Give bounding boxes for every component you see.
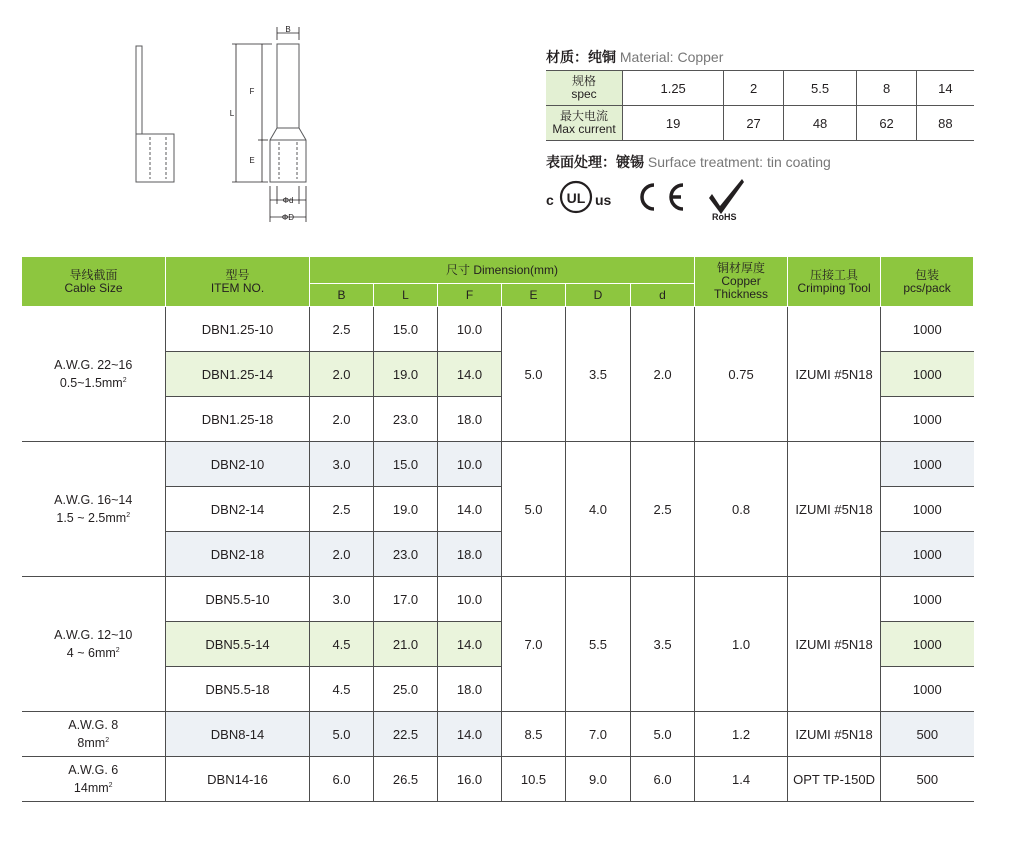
b-cell: 2.5	[310, 487, 374, 532]
tool-cell: IZUMI #5N18	[788, 712, 881, 757]
f-cell: 18.0	[438, 397, 502, 442]
d-small-cell: 6.0	[631, 757, 695, 802]
dim-label-e: E	[249, 156, 255, 165]
spec-value: 2	[724, 71, 784, 106]
f-cell: 14.0	[438, 622, 502, 667]
pack-cell: 1000	[881, 532, 974, 577]
table-row	[22, 577, 974, 622]
header-dimension: 尺寸 Dimension(mm)	[310, 257, 695, 284]
material-cn: 材质：纯铜	[546, 49, 616, 65]
f-cell: 14.0	[438, 352, 502, 397]
pack-cell: 1000	[881, 577, 974, 622]
item-cell: DBN1.25-10	[166, 307, 310, 352]
svg-text:us: us	[595, 192, 612, 208]
f-cell: 16.0	[438, 757, 502, 802]
item-cell: DBN5.5-18	[166, 667, 310, 712]
dimension-diagram	[0, 0, 520, 240]
b-cell: 5.0	[310, 712, 374, 757]
thickness-cell: 0.75	[695, 307, 788, 442]
ce-logo	[642, 185, 683, 209]
thickness-cell: 1.4	[695, 757, 788, 802]
spec-row	[546, 71, 974, 106]
table-row	[22, 442, 974, 487]
header-cable-size: 导线截面 Cable Size	[22, 257, 166, 307]
item-cell: DBN14-16	[166, 757, 310, 802]
front-view-drawing	[270, 44, 306, 182]
max-current-header: 最大电流 Max current	[546, 106, 623, 141]
spec-value: 14	[916, 71, 974, 106]
f-cell: 10.0	[438, 442, 502, 487]
thickness-cell: 0.8	[695, 442, 788, 577]
b-cell: 4.5	[310, 667, 374, 712]
max-current-value: 88	[916, 106, 974, 141]
pack-cell: 1000	[881, 352, 974, 397]
pack-cell: 500	[881, 712, 974, 757]
header-pack: 包装 pcs/pack	[881, 257, 974, 307]
f-cell: 14.0	[438, 712, 502, 757]
l-cell: 25.0	[374, 667, 438, 712]
item-cell: DBN2-10	[166, 442, 310, 487]
subheader-f: F	[438, 284, 502, 307]
product-table	[21, 256, 974, 802]
pack-cell: 1000	[881, 397, 974, 442]
l-cell: 15.0	[374, 307, 438, 352]
surface-en: Surface treatment: tin coating	[647, 154, 831, 170]
dimension-lines	[229, 27, 306, 222]
item-cell: DBN8-14	[166, 712, 310, 757]
e-cell: 5.0	[502, 307, 566, 442]
b-cell: 3.0	[310, 577, 374, 622]
e-cell: 10.5	[502, 757, 566, 802]
subheader-d-big: D	[566, 284, 631, 307]
max-current-value: 62	[857, 106, 917, 141]
material-en: Material: Copper	[619, 49, 724, 65]
l-cell: 19.0	[374, 487, 438, 532]
spec-table	[546, 70, 974, 141]
item-cell: DBN1.25-18	[166, 397, 310, 442]
item-cell: DBN5.5-10	[166, 577, 310, 622]
subheader-b: B	[310, 284, 374, 307]
dim-label-l: L	[229, 109, 235, 118]
l-cell: 23.0	[374, 532, 438, 577]
header-crimping-tool: 压接工具 Crimping Tool	[788, 257, 881, 307]
max-current-value: 27	[724, 106, 784, 141]
table-row	[22, 307, 974, 352]
header-thickness: 铜材厚度 Copper Thickness	[695, 257, 788, 307]
l-cell: 22.5	[374, 712, 438, 757]
max-current-row	[546, 106, 974, 141]
pack-cell: 1000	[881, 442, 974, 487]
d-small-cell: 5.0	[631, 712, 695, 757]
surface-line	[546, 151, 974, 173]
thickness-cell: 1.0	[695, 577, 788, 712]
f-cell: 18.0	[438, 667, 502, 712]
subheader-l: L	[374, 284, 438, 307]
cable-size-cell: A.W.G. 8 $8mm^2$	[22, 712, 166, 757]
tool-cell: IZUMI #5N18	[788, 577, 881, 712]
b-cell: 3.0	[310, 442, 374, 487]
l-cell: 17.0	[374, 577, 438, 622]
cable-size-cell: A.W.G. 6 $14mm^2$	[22, 757, 166, 802]
header-row	[22, 257, 974, 284]
d-small-cell: 2.0	[631, 307, 695, 442]
dim-label-b: B	[285, 25, 291, 34]
subheader-d-small: d	[631, 284, 695, 307]
pack-cell: 1000	[881, 487, 974, 532]
d-big-cell: 7.0	[566, 712, 631, 757]
dim-label-d-big: ΦD	[281, 213, 295, 222]
d-big-cell: 3.5	[566, 307, 631, 442]
d-small-cell: 3.5	[631, 577, 695, 712]
pack-cell: 1000	[881, 307, 974, 352]
pack-cell: 1000	[881, 622, 974, 667]
subheader-e: E	[502, 284, 566, 307]
side-view-drawing	[136, 46, 174, 182]
l-cell: 26.5	[374, 757, 438, 802]
spec-value: 1.25	[623, 71, 724, 106]
table-row	[22, 712, 974, 757]
svg-text:c: c	[546, 192, 554, 208]
thickness-cell: 1.2	[695, 712, 788, 757]
b-cell: 2.0	[310, 532, 374, 577]
spec-area	[546, 46, 974, 173]
max-current-value: 19	[623, 106, 724, 141]
tool-cell: IZUMI #5N18	[788, 307, 881, 442]
b-cell: 2.5	[310, 307, 374, 352]
pack-cell: 500	[881, 757, 974, 802]
b-cell: 2.0	[310, 352, 374, 397]
l-cell: 23.0	[374, 397, 438, 442]
svg-text:UL: UL	[566, 190, 586, 206]
f-cell: 18.0	[438, 532, 502, 577]
max-current-value: 48	[783, 106, 856, 141]
cable-size-cell: A.W.G. 12~10 4 ~ $6mm^2$	[22, 577, 166, 712]
dim-label-d-small: Φd	[282, 196, 294, 205]
f-cell: 14.0	[438, 487, 502, 532]
material-line	[546, 46, 974, 68]
svg-text:RoHS: RoHS	[712, 212, 737, 222]
tool-cell: IZUMI #5N18	[788, 442, 881, 577]
f-cell: 10.0	[438, 307, 502, 352]
pack-cell: 1000	[881, 667, 974, 712]
e-cell: 8.5	[502, 712, 566, 757]
l-cell: 15.0	[374, 442, 438, 487]
e-cell: 5.0	[502, 442, 566, 577]
item-cell: DBN2-18	[166, 532, 310, 577]
l-cell: 21.0	[374, 622, 438, 667]
dim-label-f: F	[249, 87, 255, 96]
cable-size-cell: A.W.G. 16~14 1.5 ~ $2.5mm^2$	[22, 442, 166, 577]
d-small-cell: 2.5	[631, 442, 695, 577]
item-cell: DBN2-14	[166, 487, 310, 532]
rohs-logo	[709, 179, 744, 222]
f-cell: 10.0	[438, 577, 502, 622]
b-cell: 6.0	[310, 757, 374, 802]
spec-value: 5.5	[783, 71, 856, 106]
cable-size-cell: A.W.G. 22~16 $0.5\sim 1.5mm^2$	[22, 307, 166, 442]
d-big-cell: 5.5	[566, 577, 631, 712]
cul-us-logo	[546, 182, 612, 212]
item-cell: DBN5.5-14	[166, 622, 310, 667]
item-cell: DBN1.25-14	[166, 352, 310, 397]
table-row	[22, 757, 974, 802]
certification-logos	[546, 176, 806, 222]
spec-value: 8	[857, 71, 917, 106]
tool-cell: OPT TP-150D	[788, 757, 881, 802]
header-item-no: 型号 ITEM NO.	[166, 257, 310, 307]
l-cell: 19.0	[374, 352, 438, 397]
e-cell: 7.0	[502, 577, 566, 712]
d-big-cell: 9.0	[566, 757, 631, 802]
b-cell: 4.5	[310, 622, 374, 667]
surface-cn: 表面处理：镀锡	[546, 154, 644, 170]
b-cell: 2.0	[310, 397, 374, 442]
d-big-cell: 4.0	[566, 442, 631, 577]
spec-header: 规格 spec	[546, 71, 623, 106]
